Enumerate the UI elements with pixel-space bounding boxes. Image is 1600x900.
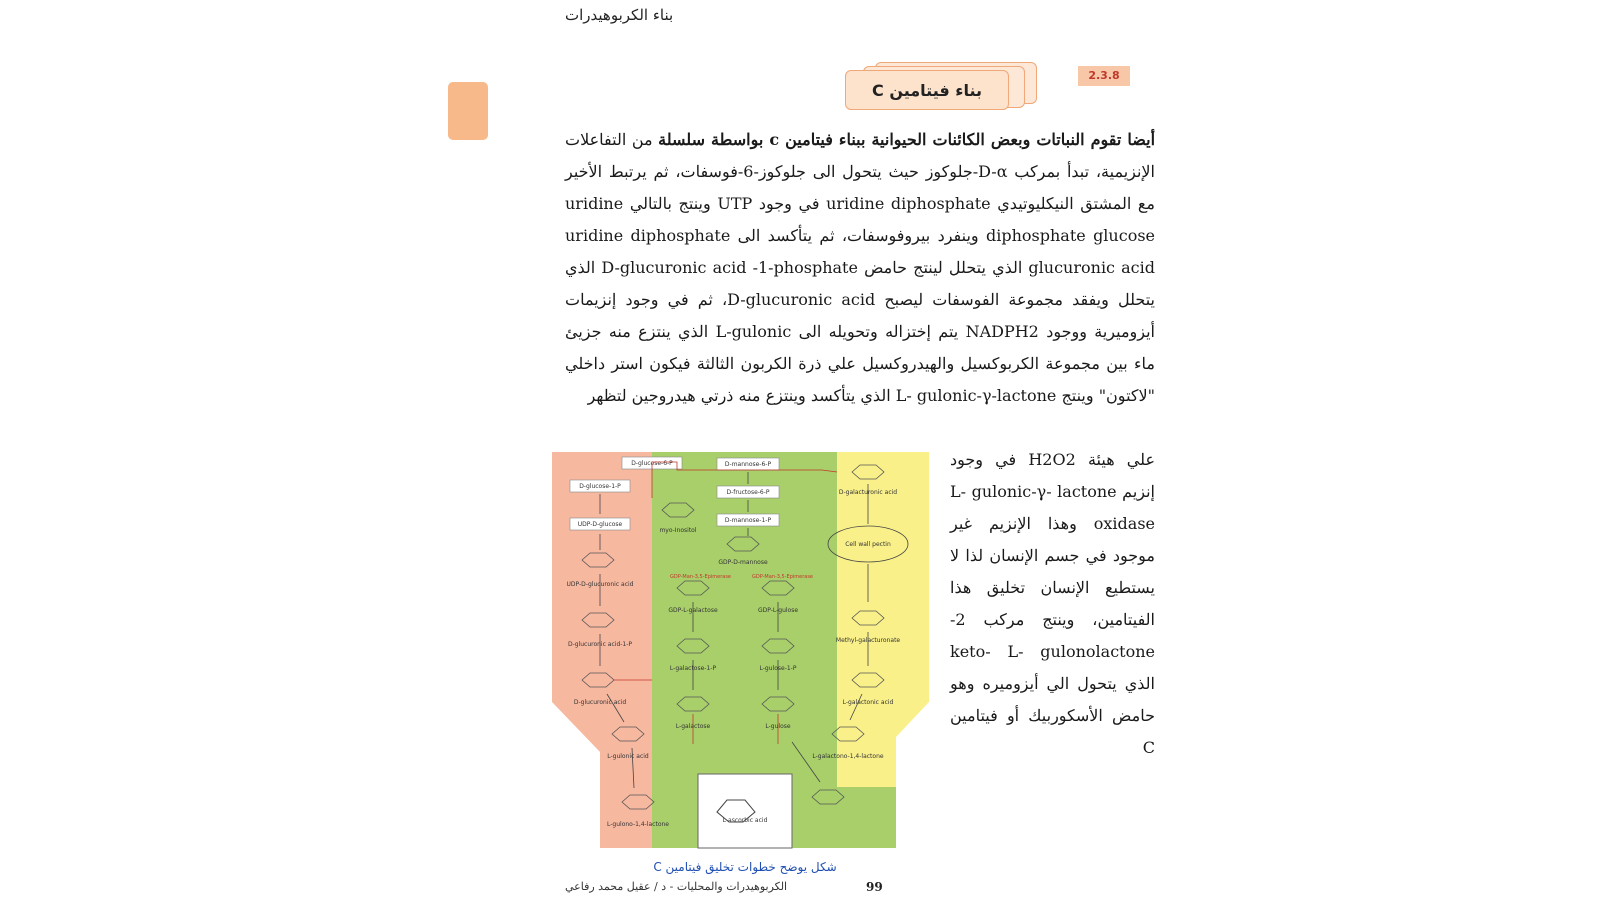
center-product-box: [698, 774, 792, 848]
page-number: 99: [866, 880, 883, 894]
box-label-5: D-glucose-1-P: [579, 483, 621, 490]
cell-wall-label: Cell wall pectin: [845, 541, 891, 548]
node-label-g2: GDP-L-galactose: [668, 607, 718, 614]
node-label-g4: L-galactose-1-P: [669, 665, 717, 672]
section-title: بناء فيتامين C: [845, 70, 1009, 110]
enzyme-label-1: GDP-Man-3,5-Epimerase: [670, 574, 732, 580]
node-label-y3: Methyl-galacturonate: [835, 637, 901, 644]
vitamin-c-pathway-figure: [552, 452, 938, 860]
node-label-n3: D-glucuronic acid: [573, 699, 627, 706]
box-label-6: UDP-D-glucose: [577, 521, 623, 528]
node-label-g6: L-galactose: [675, 723, 711, 730]
node-label-myo: myo-Inositol: [659, 527, 697, 534]
box-label-1: D-glucose-6-P: [631, 460, 673, 467]
salmon-region: [552, 452, 652, 848]
enzyme-label-2: GDP-Man-3,5-Epimerase: [752, 574, 814, 580]
node-label-y1: D-galacturonic acid: [838, 489, 898, 496]
paragraph-wrap-text: علي هيئة H2O2 في وجود إنزيم L- gulonic-γ- lactone oxidase وهذا الإنزيم غير موجود في جسم الإنسان لذا لا يستطيع الإنسان تخليق هذا الفيتامين، وينتج مركب 2-keto- L- gulonolactone الذي يتحول الي أيزوميره وهو حامض الأسكوربيك أو فيتامين C: [950, 450, 1155, 757]
running-head: بناء الكربوهيدرات: [565, 6, 674, 24]
box-label-4: D-mannose-1-P: [724, 517, 772, 524]
body-paragraph: [565, 124, 1155, 412]
section-number: 2.3.8: [1078, 66, 1130, 86]
node-label-g3: GDP-L-gulose: [757, 607, 799, 614]
yellow-region: [837, 452, 929, 787]
box-label-2: D-mannose-6-P: [724, 461, 772, 468]
node-label-g1: GDP-D-mannose: [718, 559, 768, 566]
section-title-box: [845, 66, 1040, 108]
node-label-y4: L-galactonic acid: [842, 699, 894, 706]
node-label-y5: L-galactono-1,4-lactone: [812, 753, 884, 760]
chapter-side-tab: [448, 82, 488, 140]
node-label-n5: L-gulono-1,4-lactone: [607, 821, 669, 828]
node-label-n4: L-gulonic acid: [607, 753, 649, 760]
figure-caption: شكل يوضح خطوات تخليق فيتامين C: [653, 860, 837, 874]
paragraph-text: من التفاعلات الإنزيمية، تبدأ بمركب D-α-جلوكوز حيث يتحول الى جلوكوز-6-فوسفات، ثم يرتبط الأخير مع المشتق النيكليوتيدي uridine diphosphate في وجود UTP وينتج بالتالي uridine diphosphate glucose وينفرد بيروفوسفات، ثم يتأكسد الى uridine diphosphate glucuronic acid الذي يتحلل لينتج حامض D-glucuronic acid -1-phosphate الذي يتحلل ويفقد مجموعة الفوسفات ليصبح D-glucuronic acid، ثم في وجود إنزيمات أيزوميرية ووجود NADPH2 يتم إختزاله وتحويله الى L-gulonic الذي ينتزع منه جزيئ ماء بين مجموعة الكربوكسيل والهيدروكسيل علي ذرة الكربون الثالثة فيكون استر داخلي "لاكتون" وينتج L- gulonic-γ-lactone الذي يتأكسد وينتزع منه ذرتي هيدروجين لتظهر: [565, 130, 1156, 405]
node-label-n1: UDP-D-glucuronic acid: [566, 581, 634, 588]
lead-sentence: أيضا تقوم النباتات وبعض الكائنات الحيوانية ببناء فيتامين c بواسطة سلسلة: [658, 130, 1156, 149]
pathway-diagram: [552, 452, 938, 860]
node-label-g7: L-gulose: [765, 723, 791, 730]
box-label-3: D-fructose-6-P: [726, 489, 770, 496]
footer-title: الكربوهيدرات والمحليات - د / عقيل محمد رفاعي: [565, 880, 788, 893]
node-label-n2: D-glucuronic acid-1-P: [567, 641, 633, 648]
center-product-label: L-ascorbic acid: [722, 817, 768, 824]
node-label-g5: L-gulose-1-P: [759, 665, 797, 672]
